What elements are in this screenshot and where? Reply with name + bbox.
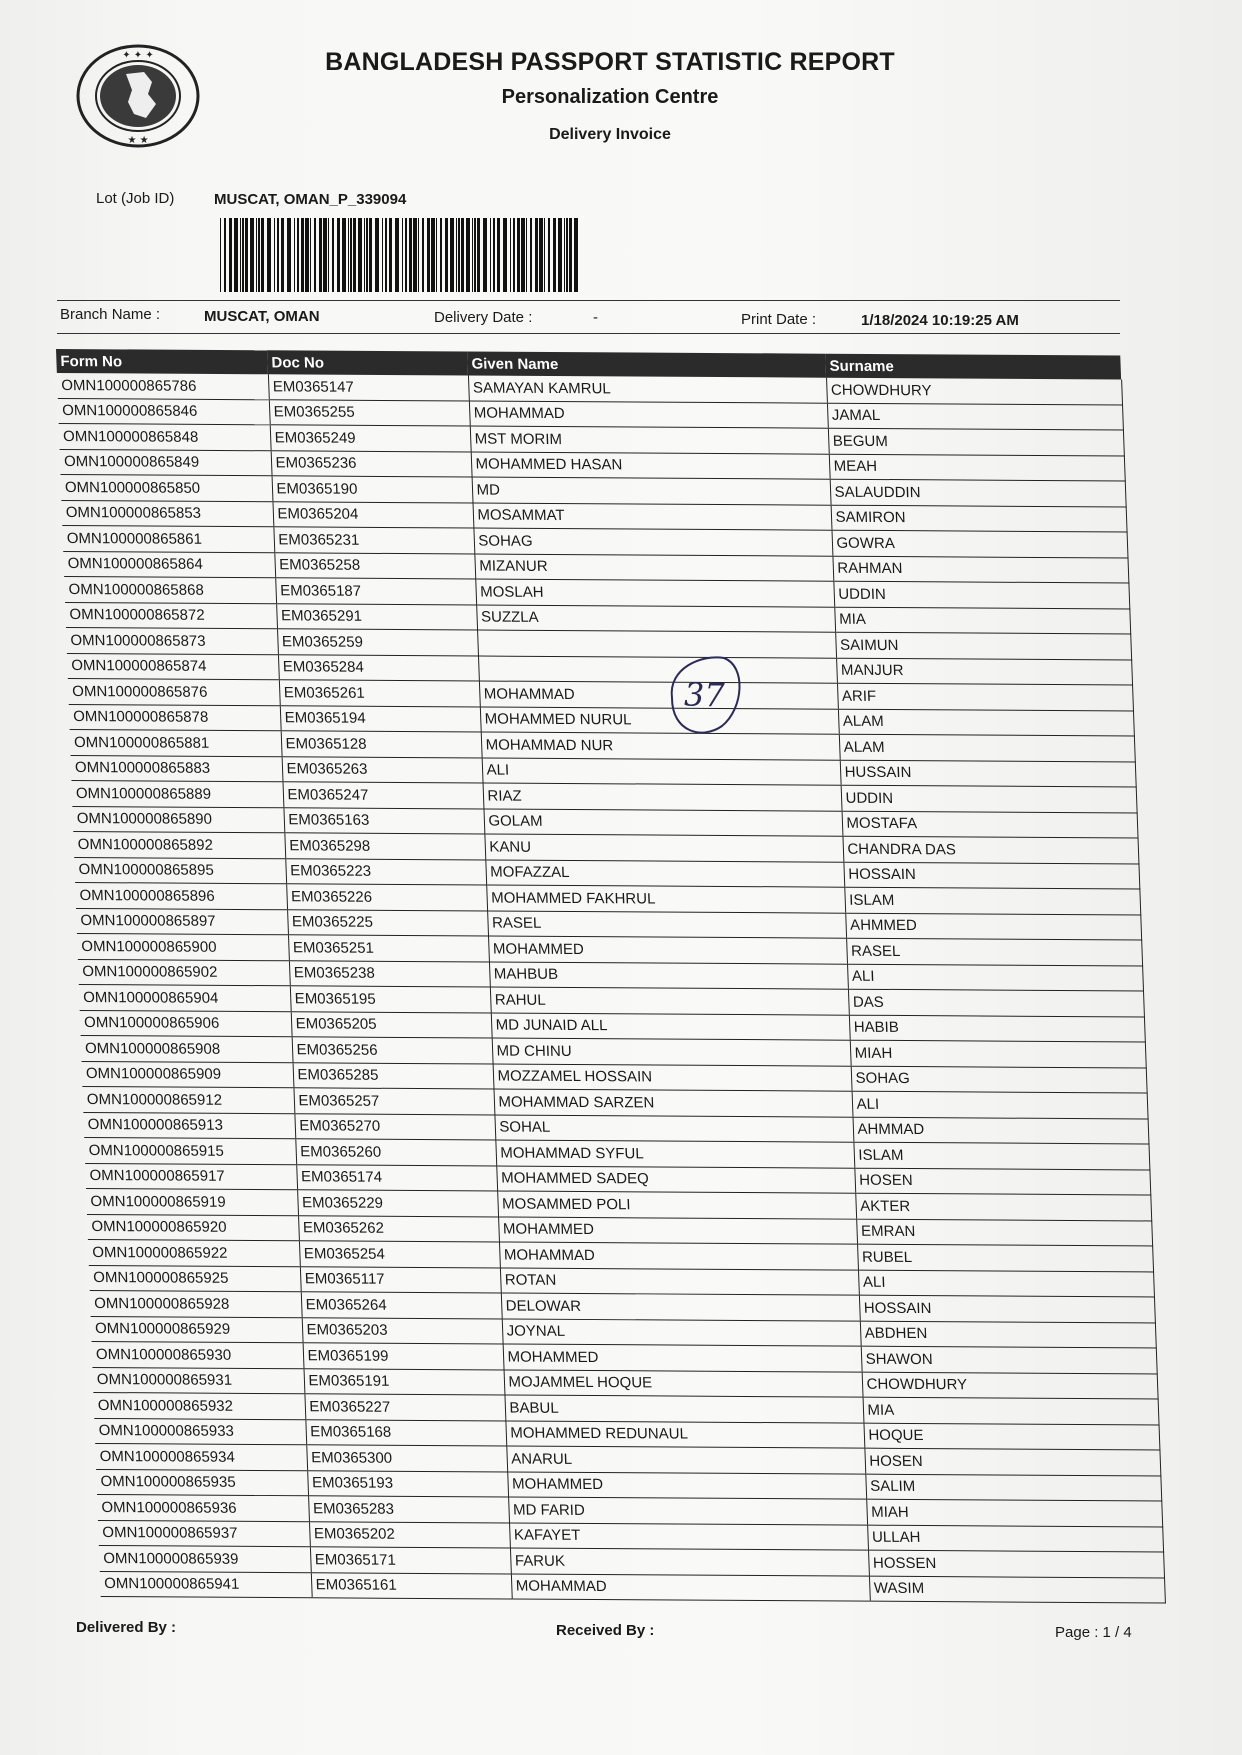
doc-no-cell: EM0365187 [275,578,476,605]
doc-no-cell: EM0365262 [298,1215,499,1242]
given-name-cell: MOHAMMAD SARZEN [494,1089,853,1117]
given-name-cell: MOHAMMED [498,1216,857,1244]
given-name-cell: ROTAN [500,1267,859,1295]
column-header-doc-no: Doc No [267,350,468,375]
given-name-cell: MOSLAH [475,579,834,607]
form-no-cell: OMN100000865913 [83,1112,295,1139]
surname-cell: EMRAN [856,1219,1152,1246]
given-name-cell: MOJAMMEL HOQUE [504,1369,863,1397]
form-no-cell: OMN100000865873 [66,627,278,654]
given-name-cell: MD [472,477,831,505]
given-name-cell: ANARUL [506,1446,865,1474]
handwritten-mark [662,648,746,740]
doc-no-cell: EM0365227 [304,1394,505,1421]
doc-no-cell: EM0365190 [272,476,473,503]
surname-cell: SHAWON [861,1346,1157,1373]
doc-no-cell: EM0365285 [293,1062,494,1089]
given-name-cell: MD CHINU [492,1038,851,1066]
doc-no-cell: EM0365229 [297,1190,498,1217]
delivery-table [56,349,1165,1603]
doc-no-cell: EM0365264 [301,1292,502,1319]
surname-cell: UDDIN [833,581,1129,608]
doc-no-cell: EM0365168 [305,1419,506,1446]
surname-cell: MANJUR [836,658,1132,685]
given-name-cell: RASEL [487,911,846,939]
form-no-cell: OMN100000865892 [73,831,285,858]
column-header-surname: Surname [825,354,1121,380]
form-no-cell: OMN100000865896 [75,882,287,909]
given-name-cell: SUZZLA [476,605,835,633]
given-name-cell: MOSAMMAT [473,503,832,531]
doc-no-cell: EM0365231 [273,527,474,554]
report-subtitle: Personalization Centre [501,86,719,108]
surname-cell: HOSEN [864,1448,1160,1475]
doc-no-cell: EM0365283 [308,1496,509,1523]
surname-cell: MIA [834,607,1130,634]
doc-no-cell: EM0365249 [270,425,471,452]
doc-no-cell: EM0365203 [302,1317,503,1344]
doc-no-cell: EM0365238 [289,960,490,987]
given-name-cell: GOLAM [483,809,842,837]
lot-label: Lot (Job ID) [96,190,175,207]
surname-cell: ALAM [839,734,1135,761]
doc-no-cell: EM0365247 [282,782,483,809]
form-no-cell: OMN100000865912 [82,1086,294,1113]
surname-cell: DAS [848,989,1144,1016]
doc-no-cell: EM0365236 [271,450,472,477]
given-name-cell: SAMAYAN KAMRUL [468,376,827,403]
surname-cell: CHOWDHURY [826,378,1122,405]
report-title: BANGLADESH PASSPORT STATISTIC REPORT [325,48,895,76]
surname-cell: ALI [847,964,1143,991]
given-name-cell: MOSAMMED POLI [497,1191,856,1219]
delivery-date-label: Delivery Date : [434,309,533,326]
given-name-cell: RAHUL [490,987,849,1015]
surname-cell: HOSSAIN [859,1295,1155,1322]
given-name-cell: SOHAL [494,1114,853,1142]
doc-no-cell: EM0365226 [286,884,487,911]
given-name-cell: MIZANUR [474,554,833,582]
delivered-by-label: Delivered By : [76,1619,177,1636]
given-name-cell: MOHAMMED FAKHRUL [486,885,845,913]
surname-cell: MIAH [866,1499,1162,1526]
form-no-cell: OMN100000865850 [60,474,272,501]
doc-no-cell: EM0365191 [303,1368,504,1395]
form-no-cell: OMN100000865904 [79,984,291,1011]
surname-cell: CHANDRA DAS [842,836,1138,863]
doc-no-cell: EM0365256 [292,1037,493,1064]
doc-no-cell: EM0365147 [268,374,469,400]
surname-cell: SAMIRON [831,505,1127,532]
form-no-cell: OMN100000865864 [63,551,275,578]
form-no-cell: OMN100000865935 [96,1469,308,1496]
form-no-cell: OMN100000865908 [81,1035,293,1062]
doc-no-cell: EM0365225 [287,909,488,936]
doc-no-cell: EM0365254 [299,1241,500,1268]
print-date-value: 1/18/2024 10:19:25 AM [861,312,1019,329]
surname-cell: JAMAL [827,403,1123,430]
form-no-cell: OMN100000865929 [91,1316,303,1343]
given-name-cell: SOHAG [473,528,832,556]
surname-cell: RAHMAN [832,556,1128,583]
given-name-cell: MOHAMMED REDUNAUL [505,1420,864,1448]
given-name-cell: DELOWAR [501,1293,860,1321]
surname-cell: RUBEL [857,1244,1153,1271]
print-date-label: Print Date : [741,311,817,328]
surname-cell: MOSTAFA [842,811,1138,838]
form-no-cell: OMN100000865919 [86,1188,298,1215]
given-name-cell: MOHAMMED [488,936,847,964]
surname-cell: SAIMUN [835,632,1131,659]
form-no-cell: OMN100000865930 [92,1341,304,1368]
surname-cell: HOQUE [863,1423,1159,1450]
surname-cell: CHOWDHURY [862,1372,1158,1399]
doc-no-cell: EM0365261 [279,680,480,707]
surname-cell: SALAUDDIN [830,479,1126,506]
form-no-cell: OMN100000865917 [85,1163,297,1190]
delivery-date-value: - [593,309,598,326]
doc-no-cell: EM0365291 [276,603,477,630]
surname-cell: HUSSAIN [840,760,1136,787]
form-no-cell: OMN100000865848 [59,423,271,450]
doc-no-cell: EM0365251 [288,935,489,962]
given-name-cell: KANU [484,834,843,862]
form-no-cell: OMN100000865900 [77,933,289,960]
surname-cell: ULLAH [867,1525,1163,1552]
doc-no-cell: EM0365171 [310,1547,511,1574]
svg-text:★ ★: ★ ★ [127,135,149,146]
given-name-cell: MOHAMMED SADEQ [496,1165,855,1193]
given-name-cell: MOHAMMED [503,1344,862,1372]
form-no-cell: OMN100000865906 [80,1010,292,1037]
form-no-cell: OMN100000865902 [78,959,290,986]
form-no-cell: OMN100000865786 [57,373,269,399]
form-no-cell: OMN100000865920 [87,1214,299,1241]
branch-value: MUSCAT, OMAN [204,308,320,325]
given-name-cell: ALI [482,758,841,786]
lot-value: MUSCAT, OMAN_P_339094 [214,191,407,208]
doc-no-cell: EM0365195 [290,986,491,1013]
given-name-cell: BABUL [504,1395,863,1423]
given-name-cell: MAHBUB [489,961,848,989]
given-name-cell: MOHAMMAD [469,401,828,429]
form-no-cell: OMN100000865928 [90,1290,302,1317]
form-no-cell: OMN100000865895 [74,857,286,884]
surname-cell: GOWRA [832,530,1128,557]
received-by-label: Received By : [556,1622,655,1639]
doc-no-cell: EM0365223 [285,858,486,885]
doc-no-cell: EM0365204 [272,501,473,528]
form-no-cell: OMN100000865889 [71,780,283,807]
surname-cell: HABIB [849,1015,1145,1042]
form-no-cell: OMN100000865922 [88,1239,300,1266]
form-no-cell: OMN100000865909 [81,1061,293,1088]
given-name-cell: MOHAMMAD SYFUL [495,1140,854,1168]
form-no-cell: OMN100000865932 [93,1392,305,1419]
doc-no-cell: EM0365117 [300,1266,501,1293]
surname-cell: ALAM [838,709,1134,736]
doc-no-cell: EM0365258 [274,552,475,579]
surname-cell: ARIF [837,683,1133,710]
page-number: Page : 1 / 4 [1055,1624,1132,1641]
given-name-cell: RIAZ [483,783,842,811]
form-no-cell: OMN100000865878 [69,704,281,731]
form-no-cell: OMN100000865937 [98,1520,310,1547]
surname-cell: RASEL [846,938,1142,965]
form-no-cell: OMN100000865941 [100,1571,312,1598]
surname-cell: MEAH [829,454,1125,481]
handwritten-mark-text: 37 [684,676,725,714]
surname-cell: ALI [852,1091,1148,1118]
government-seal-icon [74,42,202,150]
doc-no-cell: EM0365298 [284,833,485,860]
given-name-cell [478,656,837,684]
form-no-cell: OMN100000865925 [89,1265,301,1292]
given-name-cell: FARUK [510,1548,869,1576]
form-no-cell: OMN100000865876 [68,678,280,705]
surname-cell: MIA [863,1397,1159,1424]
branch-label: Branch Name : [60,306,161,323]
doc-no-cell: EM0365284 [278,654,479,681]
doc-no-cell: EM0365163 [283,807,484,834]
doc-no-cell: EM0365193 [307,1470,508,1497]
form-no-cell: OMN100000865936 [97,1494,309,1521]
form-no-cell: OMN100000865933 [94,1418,306,1445]
barcode-icon [220,218,580,292]
given-name-cell: MST MORIM [470,426,829,454]
given-name-cell: JOYNAL [502,1318,861,1346]
divider [57,333,1120,334]
given-name-cell [477,630,836,658]
surname-cell: SOHAG [851,1066,1147,1093]
form-no-cell: OMN100000865915 [84,1137,296,1164]
form-no-cell: OMN100000865868 [64,576,276,603]
surname-cell: HOSEN [854,1168,1150,1195]
form-no-cell: OMN100000865874 [67,653,279,680]
doc-no-cell: EM0365128 [281,731,482,758]
form-no-cell: OMN100000865939 [99,1545,311,1572]
doc-no-cell: EM0365161 [311,1572,512,1599]
document-type: Delivery Invoice [549,126,671,143]
form-no-cell: OMN100000865934 [95,1443,307,1470]
form-no-cell: OMN100000865897 [76,908,288,935]
doc-no-cell: EM0365174 [296,1164,497,1191]
surname-cell: WASIM [869,1576,1165,1603]
surname-cell: ISLAM [844,887,1140,914]
given-name-cell: MOHAMMED NURUL [480,707,839,735]
doc-no-cell: EM0365202 [309,1521,510,1548]
surname-cell: BEGUM [828,428,1124,455]
form-no-cell: OMN100000865846 [58,398,270,425]
given-name-cell: MOHAMMAD NUR [481,732,840,760]
form-no-cell: OMN100000865931 [92,1367,304,1394]
doc-no-cell: EM0365205 [291,1011,492,1038]
surname-cell: ISLAM [853,1142,1149,1169]
surname-cell: HOSSEN [868,1550,1164,1577]
column-header-form-no: Form No [56,349,268,374]
column-header-given-name: Given Name [467,352,826,378]
form-no-cell: OMN100000865890 [72,806,284,833]
form-no-cell: OMN100000865853 [61,500,273,527]
given-name-cell: MOHAMMAD [499,1242,858,1270]
doc-no-cell: EM0365270 [294,1113,495,1140]
form-no-cell: OMN100000865861 [62,525,274,552]
form-no-cell: OMN100000865849 [60,449,272,476]
doc-no-cell: EM0365300 [306,1445,507,1472]
form-no-cell: OMN100000865883 [71,755,283,782]
given-name-cell: MOHAMMAD [511,1573,870,1601]
given-name-cell: MOHAMMED [507,1471,866,1499]
given-name-cell: MOFAZZAL [485,860,844,888]
surname-cell: HOSSAIN [843,862,1139,889]
doc-no-cell: EM0365259 [277,629,478,656]
doc-no-cell: EM0365257 [293,1088,494,1115]
doc-no-cell: EM0365255 [269,399,470,426]
surname-cell: MIAH [850,1040,1146,1067]
given-name-cell: MOHAMMAD [479,681,838,709]
doc-no-cell: EM0365260 [295,1139,496,1166]
svg-text:✦ ✦ ✦: ✦ ✦ ✦ [122,50,154,61]
surname-cell: AKTER [855,1193,1151,1220]
surname-cell: AHMMAD [853,1117,1149,1144]
given-name-cell: KAFAYET [509,1522,868,1550]
doc-no-cell: EM0365194 [280,705,481,732]
surname-cell: ABDHEN [860,1321,1156,1348]
surname-cell: ALI [858,1270,1154,1297]
given-name-cell: MD FARID [508,1497,867,1525]
doc-no-cell: EM0365263 [282,756,483,783]
surname-cell: SALIM [865,1474,1161,1501]
given-name-cell: MOZZAMEL HOSSAIN [493,1063,852,1091]
doc-no-cell: EM0365199 [303,1343,504,1370]
given-name-cell: MOHAMMED HASAN [471,452,830,480]
form-no-cell: OMN100000865872 [65,602,277,629]
table-row [100,1571,1165,1603]
surname-cell: UDDIN [841,785,1137,812]
surname-cell: AHMMED [845,913,1141,940]
divider [57,300,1120,301]
form-no-cell: OMN100000865881 [70,729,282,756]
given-name-cell: MD JUNAID ALL [491,1012,850,1040]
